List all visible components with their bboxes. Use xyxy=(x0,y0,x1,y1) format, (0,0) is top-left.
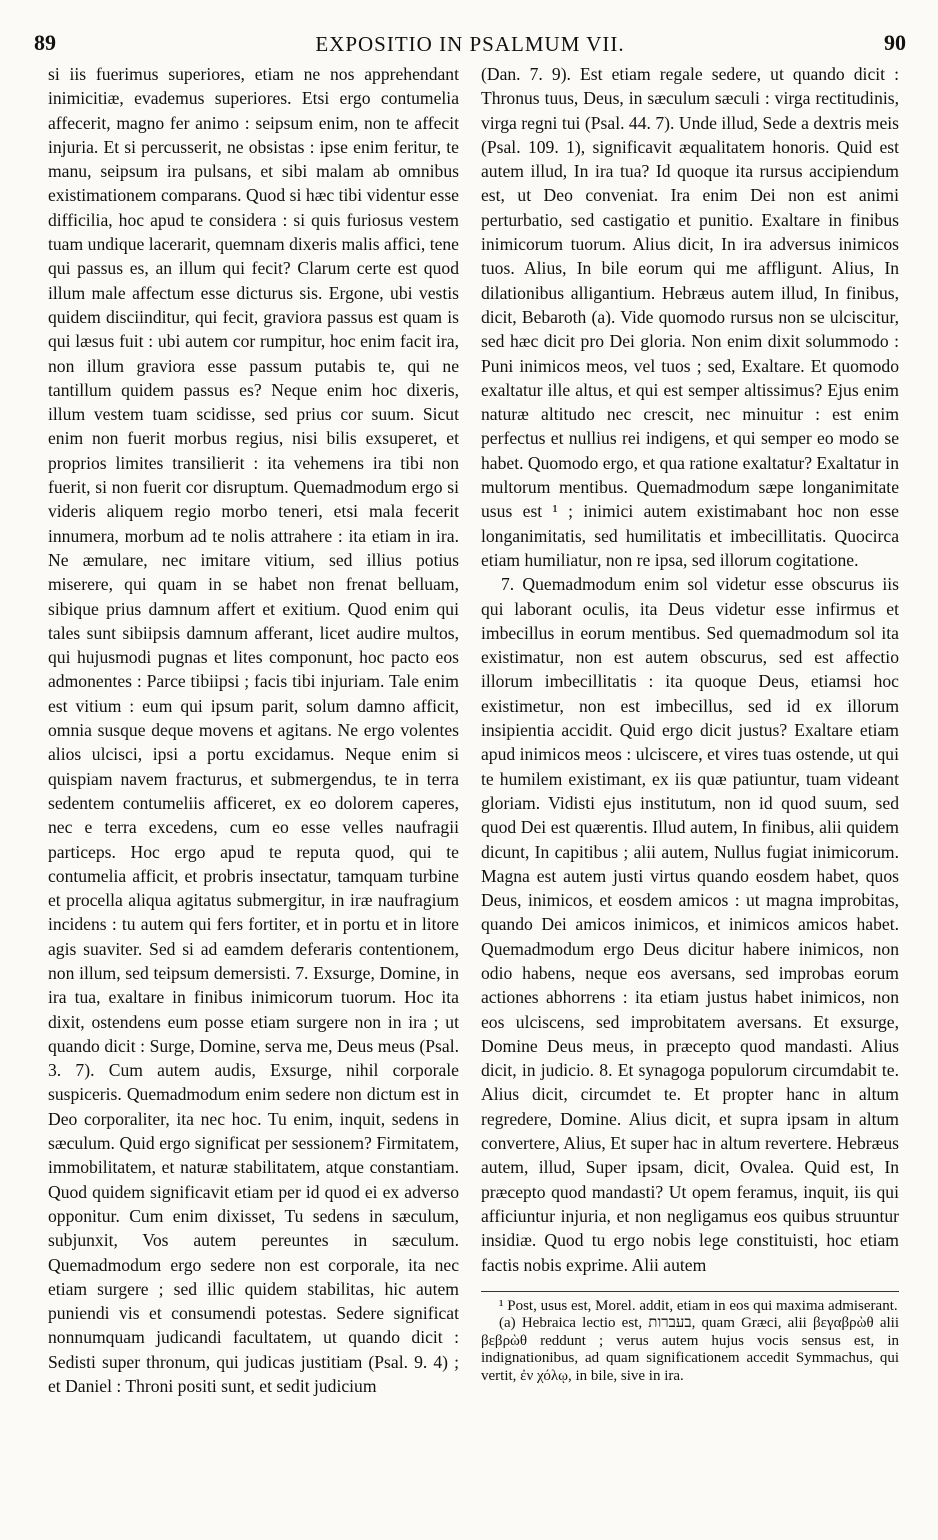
right-paragraph-2: 7. Quemadmodum enim sol videtur esse obscurus iis qui laborant oculis, ita Deus videtur esse infirmus et imbecillus in eorum mentibus. Sed quemadmodum sol ita existimatur, non est autem obscurus, sed est affectio illorum imbecillitatis : ita quoque Deus, etiamsi hoc existimetur, non est imbecillus, sed id ex illorum insipientia accidit. Quid ergo dicit justus? Exaltare etiam apud inimicos meos : ulciscere, et vires tuas ostende, ut qui te humilem existimant, ex iis quæ patiuntur, tuam videant gloriam. Vidisti ejus institutum, non id quod suum, sed quod Dei est quærentis. Illud autem, In finibus, alii quidem dicunt, In capitibus ; alii autem, Nullus fugiat inimicorum. Magna est autem justi virtus quando eosdem habet, quos Deus, inimicos, et eosdem amicos : ut magna improbitas, quando Dei amicos inimicos, et inimicos amicos habet. Quemadmodum ergo Deus dicitur habere inimicos, non odio habens, neque eos aversans, sed improbas eorum actiones abhorrens : ita etiam justus habet inimicos, non eos ulciscens, sed improbitatem aversans. Et exsurge, Domine Deus meus, in præcepto quod mandasti. Alius dicit, in judicio. 8. Et synagoga populorum circumdabit te. Alius dicit, circumdet te. Et propter hanc in altum regredere, Domine. Alius dicit, et supra ipsam in altum convertere, Alius, Et super hac in altum revertere. Hebræus autem, illud, Super ipsam, dicit, Ovalea. Quid est, In præcepto quod mandasti? Ut opem feramus, inquit, iis qui afficiuntur injuria, et non negligamus eos quibus struuntur insidiæ. Quod tu ergo nobis lege constituisti, hoc etiam factis nobis exprime. Alii autem xyxy=(481,574,899,1275)
right-paragraph-1: (Dan. 7. 9). Est etiam regale sedere, ut quando dicit : Thronus tuus, Deus, in sæculum sæculi : virga rectitudinis, virga regni tui (Psal. 44. 7). Unde illud, Sede a dextris meis (Psal. 109. 1), significavit æqualitatem honoris. Quid est autem illud, In ira tua? Id quoque ita rursus accipiendum est, ut Deo conveniat. Ira enim Dei non est animi perturbatio, sed castigatio et punitio. Exaltare in finibus inimicorum tuorum. Alius dicit, In ira adversus inimicos tuos. Alius, In bile eorum qui me affligunt. Alius, In dilationibus alligantium. Hebræus autem illud, In finibus, dicit, Bebaroth (a). Vide quomodo rursus non se ulciscitur, sed hæc dicit pro Dei gloria. Non enim dixit solummodo : Puni inimicos meos, vel tuos ; sed, Exaltare. Et quomodo exaltatur ille altus, et qui est semper altissimus? Ejus enim naturæ altitudo nec crescit, nec minuitur : est enim perfectus et nullius rei indigens, et qui semper eo modo se habet. Quomodo ergo, et qua ratione exaltatur? Exaltatur in multorum mentibus. Quemadmodum sæpe longanimitate usus est ¹ ; inimici autem existimabant hoc non esse longanimitatis, sed humilitatis et imbecillitatis. Quocirca etiam humiliatur, non re ipsa, sed illorum cogitatione. xyxy=(481,64,899,570)
footnote-a: (a) Hebraica lectio est, בעברות, quam Græci, alii βεγαβρὼθ alii βεβρὼθ reddunt ; verus autem hujus vocis sensus est, in indignationibus, ad quam significationem accedit Symmachus, qui vertit, ἐν χόλῳ, in bile, sive in ira. xyxy=(481,1315,899,1384)
right-page-number: 90 xyxy=(884,30,906,55)
left-column-text: si iis fuerimus superiores, etiam ne nos apprehendant inimicitiæ, evademus superiores. Etsi ergo contumelia affecerit, magno fer animo : seipsum enim, non te affecit injuria. Et si percusserit, ne obsistas : ipse enim feritur, te manu, seipsum ira pulsans, et sibi malam ab omnibus existimationem comparans. Quod si hæc tibi videntur esse difficilia, hoc apud te considera : si quis furiosus vestem tuam undique lacerarit, quemnam dixeris malis affici, tene qui passus es, an illum qui fecit? Clarum certe est quod illum male affectum esse dicturus sis. Ergone, ubi vestis quidem disciinditur, qui fecit, graviora passus est quam is qui læsus fuit : ubi autem cor rumpitur, hoc enim facit ira, non illum graviora esse passum putabis te, qui ne tantillum quidem passus es? Neque enim hoc dixeris, illum vestem tuam scidisse, sed prius cor suum. Sicut enim non fuerit morbus regius, nisi bilis exsuperet, et proprios limites transilierit : ita vehemens ira tibi non fuerit, si non fuerit cor disruptum. Quemadmodum ergo si videris aliquem regio morbo teneri, etsi mala fecerit innumera, morbum ad te nolis attrahere : ita etiam in ira. Ne æmulare, nec imitare vitium, sed illius potius miserere, qui quam in se habet non frenat belluam, sibique prius damnum affert et exitium. Quod enim qui tales sunt sibiipsis damnum afferant, licet audire multos, qui hujusmodi pugnas et lites componunt, hoc pacto eos admonentes : Parce tibiipsi ; facis tibi injuriam. Tale enim est vitium : eum qui ipsum parit, solum damno afficit, omnia susque deque movens et agitans. Ne ergo volentes alios ulcisci, ipsi a portu excidamus. Neque enim si quispiam navem fracturus, et submergendus, te in terra sedentem contumeliis afficeret, ex eo dolorem caperes, nec e terra excedens, cum eo esse velles naufragii particeps. Hoc ergo apud te reputa quod, qui te contumelia afficit, et probris insectatur, tamquam turbine et procella aliqua agitatus submergitur, in iræ naufragium incidens : tu autem qui fers fortiter, et in portu et in litore agis suaviter. Sed si ad eamdem deferaris contentionem, non illum, sed teipsum demersisti. 7. Exsurge, Domine, in ira tua, exaltare in finibus inimicorum tuorum. Hoc ita dixit, ostendens eum posse etiam surgere non in ira ; ut quando dicit : Surge, Domine, serva me, Deus meus (Psal. 3. 7). Cum autem audis, Exsurge, nihil corporale suspiceris. Quemadmodum enim sedere non dictum est in Deo corporaliter, ita nec hoc. Tu enim, inquit, sedens in sæculum. Quid ergo significat per sessionem? Firmitatem, immobilitatem, et naturæ stabilitatem, atque constantiam. Quod quidem significavit etiam per id quod ei ex adverso opponitur. Cum enim dixisset, Tu sedens in sæculum, subjunxit, Vos autem pereuntes in sæculum. Quemadmodum ergo sedere non est corporale, ita nec etiam surgere ; sed illic quidem stabilitas, hic autem puniendi vis et consumendi potestas. Sedere significat nonnumquam judicandi facultatem, ut quando dicit : Sedisti super thronum, qui judicas justitiam (Psal. 9. 4) ; et Daniel : Throni positi sunt, et sedit judicium xyxy=(48,64,459,1397)
left-page-number: 89 xyxy=(34,30,56,55)
footnote-separator xyxy=(481,1291,899,1292)
right-text-column xyxy=(481,62,899,1385)
running-title: EXPOSITIO IN PSALMUM VII. xyxy=(315,32,625,56)
page-header xyxy=(34,30,906,60)
left-text-column xyxy=(48,62,459,1398)
footnote-1: ¹ Post, usus est, Morel. addit, etiam in eos qui maxima admiserant. xyxy=(499,1297,898,1314)
